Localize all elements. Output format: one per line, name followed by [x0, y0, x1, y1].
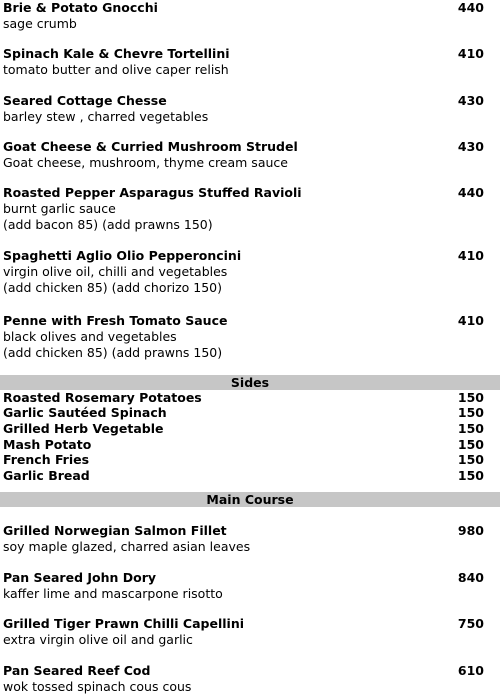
item-name: Seared Cottage Chesse [3, 93, 167, 108]
side-name: French Fries [3, 452, 90, 467]
side-name: Garlic Sautéed Spinach [3, 405, 167, 420]
item-description: barley stew , charred vegetables [3, 109, 209, 124]
side-name: Grilled Herb Vegetable [3, 421, 164, 436]
item-description: kaffer lime and mascarpone risotto [3, 586, 223, 601]
item-description: Goat cheese, mushroom, thyme cream sauce [3, 155, 288, 170]
side-price: 150 [457, 421, 484, 436]
item-name: Roasted Pepper Asparagus Stuffed Ravioli [3, 185, 302, 200]
item-price: 750 [457, 616, 484, 631]
item-price: 430 [457, 139, 484, 154]
item-price: 410 [457, 248, 484, 263]
item-name: Spaghetti Aglio Olio Pepperoncini [3, 248, 242, 263]
item-price: 840 [457, 570, 484, 585]
item-name: Grilled Tiger Prawn Chilli Capellini [3, 616, 245, 631]
item-description: black olives and vegetables [3, 329, 177, 344]
item-name: Grilled Norwegian Salmon Fillet [3, 523, 227, 538]
item-addon: (add chicken 85) (add prawns 150) [3, 345, 223, 360]
item-description: virgin olive oil, chilli and vegetables [3, 264, 228, 279]
side-name: Mash Potato [3, 437, 92, 452]
item-description: soy maple glazed, charred asian leaves [3, 539, 251, 554]
side-price: 150 [457, 452, 484, 467]
item-description: wok tossed spinach cous cous [3, 679, 192, 694]
section-header-sides: Sides [0, 375, 500, 390]
item-addon: (add bacon 85) (add prawns 150) [3, 217, 213, 232]
side-price: 150 [457, 390, 484, 405]
item-name: Penne with Fresh Tomato Sauce [3, 313, 228, 328]
item-name: Spinach Kale & Chevre Tortellini [3, 46, 230, 61]
item-price: 440 [457, 0, 484, 15]
item-price: 440 [457, 185, 484, 200]
side-price: 150 [457, 468, 484, 483]
side-name: Roasted Rosemary Potatoes [3, 390, 202, 405]
item-price: 980 [457, 523, 484, 538]
item-price: 410 [457, 313, 484, 328]
section-header-main-course: Main Course [0, 492, 500, 507]
item-name: Pan Seared Reef Cod [3, 663, 151, 678]
item-name: Pan Seared John Dory [3, 570, 157, 585]
item-name: Brie & Potato Gnocchi [3, 0, 158, 15]
item-price: 430 [457, 93, 484, 108]
item-description: sage crumb [3, 16, 77, 31]
item-addon: (add chicken 85) (add chorizo 150) [3, 280, 223, 295]
item-description: tomato butter and olive caper relish [3, 62, 229, 77]
side-name: Garlic Bread [3, 468, 90, 483]
side-price: 150 [457, 437, 484, 452]
side-price: 150 [457, 405, 484, 420]
item-price: 410 [457, 46, 484, 61]
item-description: burnt garlic sauce [3, 201, 116, 216]
item-description: extra virgin olive oil and garlic [3, 632, 193, 647]
item-price: 610 [457, 663, 484, 678]
item-name: Goat Cheese & Curried Mushroom Strudel [3, 139, 298, 154]
